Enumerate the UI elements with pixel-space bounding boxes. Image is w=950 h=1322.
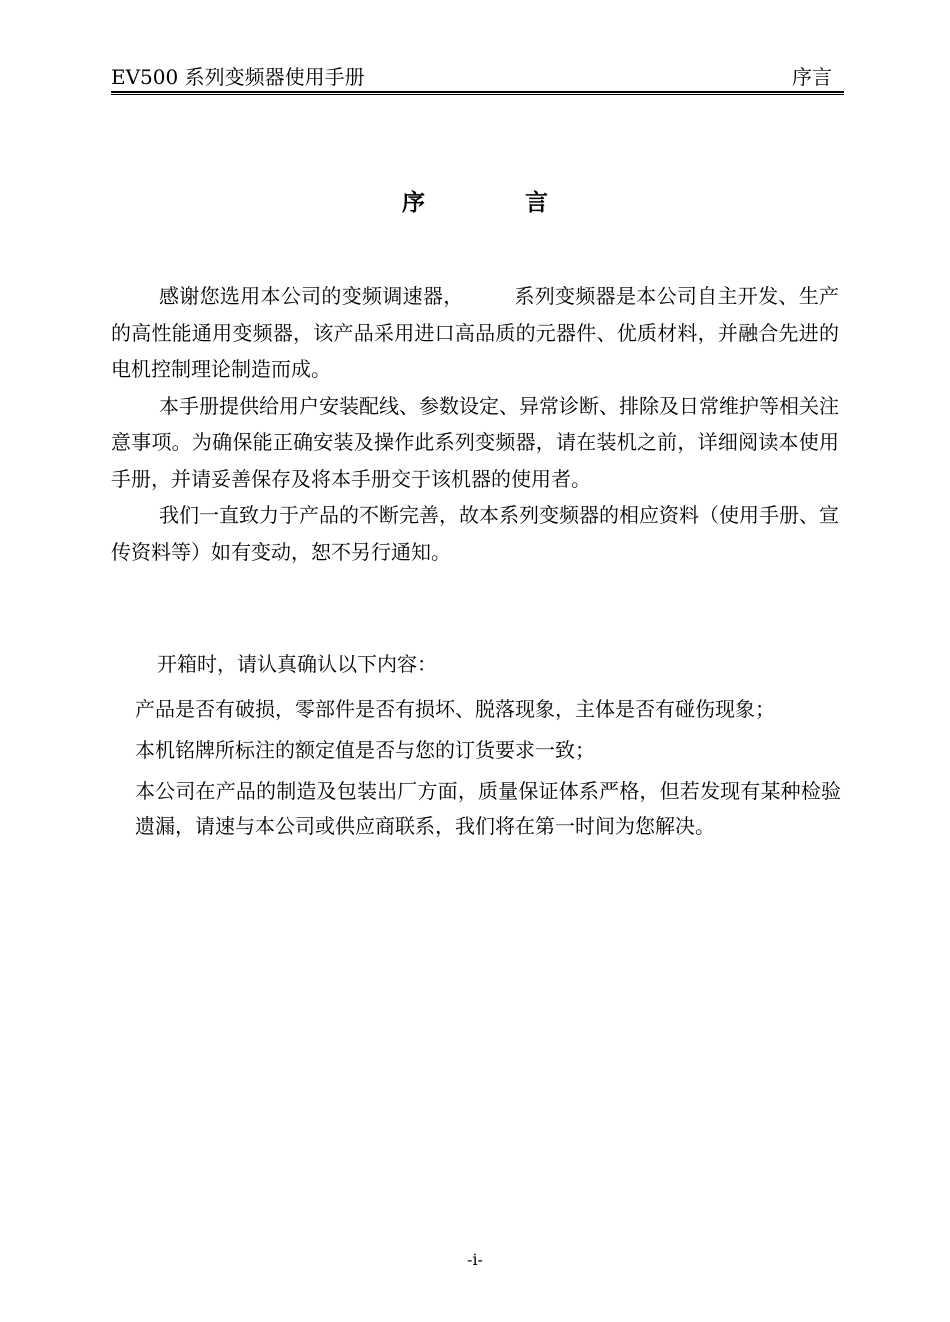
intro-paragraph: 本手册提供给用户安装配线、参数设定、异常诊断、排除及日常维护等相关注意事项。为确保能正确安装及操作此系列变频器，请在装机之前，详细阅读本使用手册，并请妥善保存及将本手册交于该机器的使用者。 [111,393,839,491]
intro-paragraph: 感谢您选用本公司的变频调速器， 系列变频器是本公司自主开发、生产的高性能通用变频器，该产品采用进口高品质的元器件、优质材料，并融合先进的电机控制理论制造而成。 [111,284,839,381]
checklist-item: 本公司在产品的制造及包装出厂方面，质量保证体系严格，但若发现有某种检验遗漏，请速与本公司或供应商联系，我们将在第一时间为您解决。 [135,779,841,838]
checklist-item: 本机铭牌所标注的额定值是否与您的订货要求一致； [135,738,595,762]
header-divider [111,91,844,95]
intro-section [111,278,839,570]
checklist-item: 产品是否有破损，零部件是否有损坏、脱落现象，主体是否有碰伤现象； [135,697,775,721]
unpacking-checklist [135,692,841,850]
header-section-name: 序言 [792,65,832,89]
header-manual-title: EV500 系列变频器使用手册 [111,65,365,89]
unpacking-checklist-heading: 开箱时，请认真确认以下内容： [157,652,437,676]
page-title: 序 言 [401,189,594,216]
intro-paragraph: 我们一直致力于产品的不断完善，故本系列变频器的相应资料（使用手册、宣传资料等）如有变动，恕不另行通知。 [111,503,839,564]
page-number: -i- [467,1250,483,1269]
page-header [111,64,844,92]
